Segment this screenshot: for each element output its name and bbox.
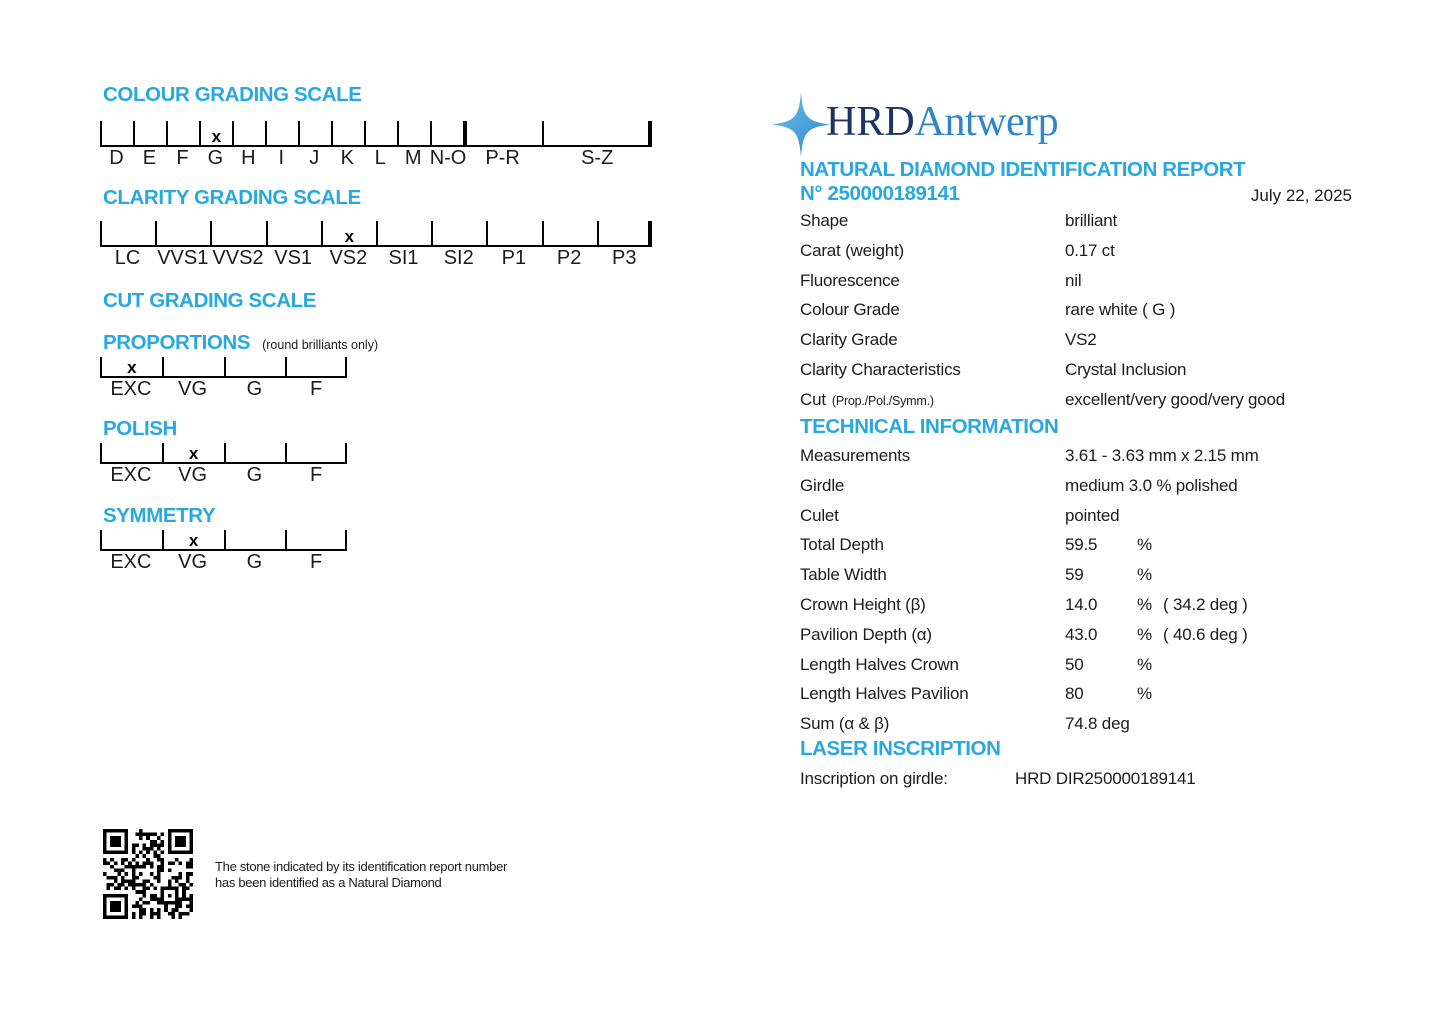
scale-label-vs1: VS1 [274,247,313,269]
row-value: VS2 [1065,330,1097,350]
scale-cell-p3 [597,221,652,245]
scale-cell-exc [100,357,162,376]
row-value: rare white ( G ) [1065,300,1176,320]
proportions-scale [100,357,347,401]
row-value: Crystal Inclusion [1065,359,1187,379]
scale-cell-g [224,443,286,462]
symmetry-scale [100,530,347,574]
row-label: Length Halves Crown [800,654,959,674]
proportions-title [103,331,378,357]
technical-table [800,441,1380,739]
scale-cell-g [199,121,232,145]
scale-labels [100,551,347,574]
scale-cell-j [298,121,331,145]
cut-grading-scale-title: CUT GRADING SCALE [103,289,317,312]
row-extra: ( 34.2 deg ) [1163,594,1248,614]
row-label: Culet [800,505,839,525]
summary-row-fluorescence [800,266,1380,296]
scale-ticks [100,530,347,551]
scale-ticks [100,357,347,378]
scale-label-n-o: N-O [429,147,467,169]
scale-cell-n-o [430,121,463,145]
scale-label-vg: VG [178,464,208,486]
hrd-antwerp-logo [826,100,1058,144]
row-label: Measurements [800,446,911,465]
scale-cell-vs2 [321,221,376,245]
scale-label-si1: SI1 [388,247,419,269]
row-label-text: Cut [800,389,826,409]
row-value: 14.0 [1065,594,1098,614]
polish-scale [100,443,347,487]
scale-label-i: I [278,147,285,169]
scale-cell-si2 [431,221,486,245]
logo-antwerp-text: Antwerp [914,99,1059,145]
scale-cell-vg [162,357,224,376]
scale-cell-vg [162,443,224,462]
row-label: Pavilion Depth (α) [800,624,932,644]
scale-cell-e [133,121,166,145]
scale-label-l: L [374,147,386,169]
scale-label-k: K [340,147,354,169]
scale-label-f: F [310,464,323,486]
scale-cell-vvs1 [155,221,210,245]
scale-label-m: M [404,147,422,169]
scale-label-vs2: VS2 [329,247,368,269]
cut-label-note: (Prop./Pol./Symm.) [831,393,934,408]
logo-hrd-text: HRD [826,99,915,145]
scale-labels [100,464,347,487]
grade-mark-x: x [188,444,199,463]
scale-label-exc: EXC [110,378,152,400]
row-label: Carat (weight) [800,240,904,260]
row-value: pointed [1065,505,1120,525]
grade-mark-x: x [344,227,355,246]
row-value: 3.61 - 3.63 mm x 2.15 mm [1065,446,1259,465]
grade-mark-x: x [211,127,222,146]
row-label: Sum (α & β) [800,714,890,734]
scale-label-p1: P1 [501,247,527,269]
scale-cell-f [285,443,347,462]
row-value: medium 3.0 % polished [1065,475,1238,495]
row-label: Girdle [800,475,845,495]
scale-label-si2: SI2 [443,247,474,269]
scale-cell-p2 [542,221,597,245]
tech-row-crown-height [800,590,1380,620]
scale-label-f: F [176,147,189,169]
scale-label-g: G [246,551,263,573]
scale-label-lc: LC [114,247,141,269]
scale-labels [100,147,652,170]
scale-cell-d [100,121,133,145]
scale-label-vvs1: VVS1 [157,247,209,269]
scale-label-e: E [142,147,157,169]
tech-row-length-halves-crown [800,650,1380,680]
summary-row-clarity-grade [800,325,1380,355]
scale-label-g: G [207,147,224,169]
scale-cell-f [285,530,347,549]
tech-row-measurements [800,441,1380,471]
row-label: Table Width [800,565,887,585]
row-unit: % [1137,594,1152,614]
summary-row-clarity-characteristics [800,355,1380,385]
scale-cell-i [265,121,298,145]
scale-cell-l [364,121,397,145]
summary-table [800,206,1380,415]
clarity-grading-scale-title: CLARITY GRADING SCALE [103,186,361,209]
report-date: July 22, 2025 [1250,186,1352,205]
scale-label-vvs2: VVS2 [212,247,264,269]
row-value: 0.17 ct [1065,240,1115,260]
scale-cell-p-r [463,121,543,145]
symmetry-title: SYMMETRY [103,504,216,527]
scale-cell-k [331,121,364,145]
scale-cell-p1 [486,221,541,245]
scale-label-vg: VG [178,378,208,400]
scale-cell-g [224,530,286,549]
scale-cell-lc [100,221,155,245]
row-label: Fluorescence [800,270,900,290]
row-value: HRD DIR250000189141 [1015,769,1196,788]
row-unit: % [1137,684,1152,704]
footer-note: The stone indicated by its identification report number has been identified as a Natural Diamond [215,859,508,890]
scale-label-j: J [309,147,320,169]
row-unit: % [1137,654,1152,674]
row-unit: % [1137,565,1152,585]
scale-cell-m [397,121,430,145]
scale-label-g: G [246,378,263,400]
row-label: Shape [800,211,849,230]
tech-row-table-width [800,560,1380,590]
row-value: 43.0 [1065,624,1098,644]
colour-grading-scale-title: COLOUR GRADING SCALE [103,83,362,106]
row-label: Clarity Grade [800,330,898,350]
row-label: Clarity Characteristics [800,359,961,379]
laser-inscription-title: LASER INSCRIPTION [800,737,1001,760]
row-value: nil [1065,270,1082,290]
row-value: brilliant [1065,211,1118,230]
summary-row-cut [800,385,1380,415]
laser-table [800,764,1380,794]
row-unit: % [1137,535,1152,555]
scale-cell-vvs2 [210,221,265,245]
scale-cell-s-z [542,121,651,145]
scale-label-f: F [310,551,323,573]
proportions-title-text: PROPORTIONS [103,331,251,354]
scale-ticks [100,121,652,147]
scale-label-exc: EXC [110,551,152,573]
scale-ticks [100,221,652,247]
summary-row-shape [800,206,1380,236]
grade-mark-x: x [127,358,137,377]
row-extra: ( 40.6 deg ) [1163,624,1248,644]
tech-row-length-halves-pavilion [800,679,1380,709]
row-unit: % [1137,624,1152,644]
row-label: Total Depth [800,535,884,555]
tech-row-pavilion-depth [800,620,1380,650]
scale-cell-f [166,121,199,145]
scale-cell-exc [100,530,162,549]
grade-mark-x: x [188,531,199,550]
row-value: excellent/very good/very good [1065,389,1286,409]
tech-row-girdle [800,471,1380,501]
scale-label-p-r: P-R [485,147,520,169]
scale-label-f: F [310,378,323,400]
row-label [800,385,1065,415]
summary-row-colour-grade [800,295,1380,325]
summary-row-carat [800,236,1380,266]
tech-row-total-depth [800,530,1380,560]
scale-label-vg: VG [178,551,208,573]
scale-cell-h [232,121,265,145]
row-label: Crown Height (β) [800,594,926,614]
four-point-star-icon [772,92,830,157]
technical-information-title: TECHNICAL INFORMATION [800,415,1059,438]
row-label: Inscription on girdle: [800,769,948,788]
row-value: 59.5 [1065,535,1098,555]
scale-label-p2: P2 [556,247,582,269]
scale-cell-vs1 [266,221,321,245]
scale-cell-g [224,357,286,376]
row-value: 80 [1065,684,1084,704]
scale-label-h: H [241,147,256,169]
qr-code-icon [103,829,193,919]
laser-row [800,764,1380,794]
scale-label-d: D [109,147,124,169]
scale-labels [100,247,652,270]
scale-cell-f [285,357,347,376]
colour-grading-scale [100,121,652,170]
report-number: N° 250000189141 [800,182,960,205]
scale-cell-vg [162,530,224,549]
proportions-note: (round brilliants only) [262,338,379,352]
polish-title: POLISH [103,417,177,440]
scale-cell-si1 [376,221,431,245]
row-value: 59 [1065,565,1084,585]
tech-row-sum [800,709,1380,739]
scale-label-p3: P3 [612,247,637,269]
tech-row-culet [800,501,1380,531]
row-label: Colour Grade [800,300,900,320]
row-value: 74.8 deg [1065,714,1130,734]
row-value: 50 [1065,654,1084,674]
row-label: Length Halves Pavilion [800,684,969,704]
scale-ticks [100,443,347,464]
scale-label-g: G [246,464,263,486]
scale-cell-exc [100,443,162,462]
clarity-grading-scale [100,221,652,270]
scale-labels [100,378,347,401]
scale-label-exc: EXC [110,464,152,486]
scale-label-s-z: S-Z [581,147,614,169]
report-title: NATURAL DIAMOND IDENTIFICATION REPORT [800,158,1246,181]
